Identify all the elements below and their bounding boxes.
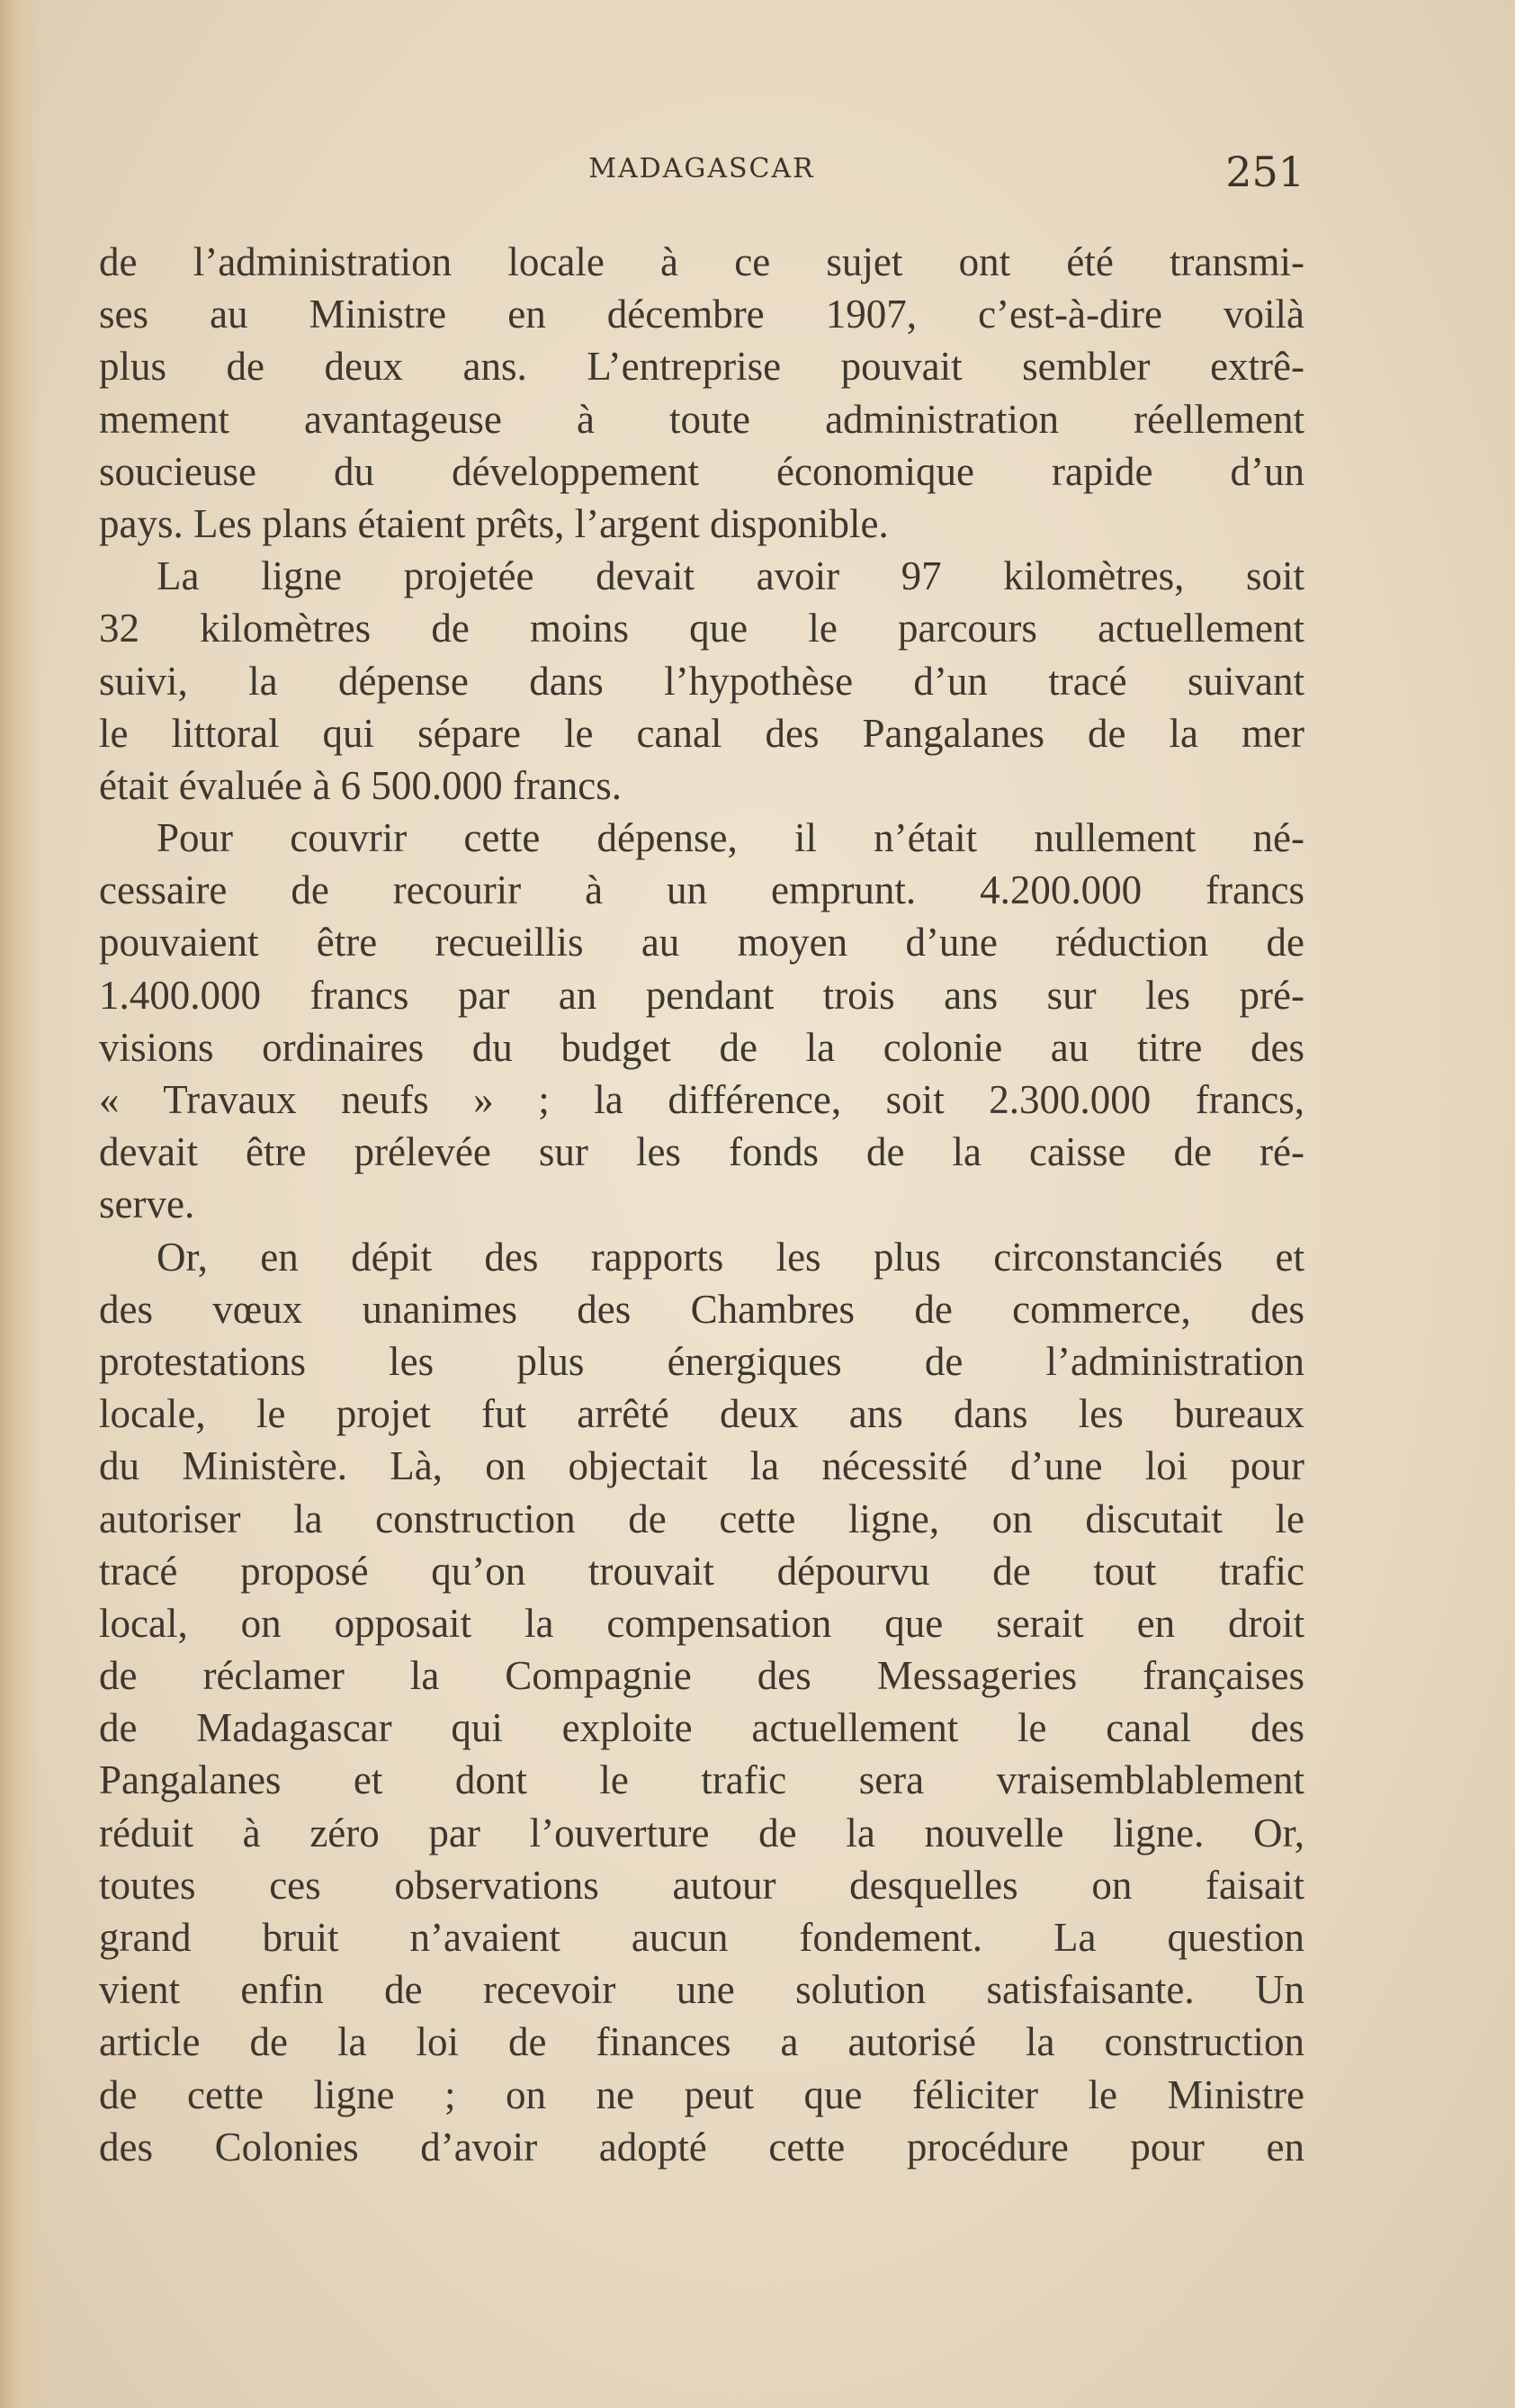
body-text	[99, 236, 1304, 2173]
text-line: protestations les plus énergiques de l’administration	[99, 1338, 1304, 1384]
text-line: devait être prélevée sur les fonds de la caisse de ré-	[99, 1129, 1304, 1175]
text-line: Pour couvrir cette dépense, il n’était nullement né-	[157, 815, 1304, 861]
text-line: article de la loi de finances a autorisé la construction	[99, 2019, 1304, 2065]
text-line: 1.400.000 francs par an pendant trois ans sur les pré-	[99, 972, 1304, 1018]
text-line: réduit à zéro par l’ouverture de la nouvelle ligne. Or,	[99, 1810, 1304, 1855]
text-line: vient enfin de recevoir une solution satisfaisante. Un	[99, 1967, 1304, 2013]
text-line: des vœux unanimes des Chambres de commerce, des	[99, 1286, 1304, 1332]
text-line: « Travaux neufs » ; la différence, soit 2.300.000 francs,	[99, 1077, 1304, 1122]
text-line: La ligne projetée devait avoir 97 kilomètres, soit	[157, 553, 1304, 599]
text-line: serve.	[99, 1182, 195, 1227]
text-line: visions ordinaires du budget de la colonie au titre des	[99, 1024, 1304, 1070]
text-line: de cette ligne ; on ne peut que féliciter le Ministre	[99, 2071, 1304, 2117]
text-line: pays. Les plans étaient prêts, l’argent disponible.	[99, 500, 889, 546]
text-line: soucieuse du développement économique rapide d’un	[99, 448, 1304, 494]
text-line: autoriser la construction de cette ligne, on discutait le	[99, 1496, 1304, 1541]
text-line: local, on opposait la compensation que serait en droit	[99, 1600, 1304, 1646]
text-line: toutes ces observations autour desquelles on faisait	[99, 1862, 1304, 1908]
running-head	[99, 148, 1304, 202]
text-line: mement avantageuse à toute administration réellement	[99, 396, 1304, 442]
text-line: grand bruit n’avaient aucun fondement. La question	[99, 1915, 1304, 1960]
text-line: ses au Ministre en décembre 1907, c’est-à-dire voilà	[99, 292, 1304, 337]
binding-edge-shadow	[0, 0, 41, 2408]
text-line: plus de deux ans. L’entreprise pouvait sembler extrê-	[99, 344, 1304, 390]
text-line: tracé proposé qu’on trouvait dépourvu de tout trafic	[99, 1548, 1304, 1594]
text-line: de réclamer la Compagnie des Messageries françaises	[99, 1653, 1304, 1699]
text-line: 32 kilomètres de moins que le parcours actuellement	[99, 606, 1304, 651]
running-title: MADAGASCAR	[588, 153, 815, 184]
text-line: des Colonies d’avoir adopté cette procédure pour en	[99, 2124, 1304, 2170]
text-line: de l’administration locale à ce sujet ont été transmi-	[99, 239, 1304, 284]
text-line: était évaluée à 6 500.000 francs.	[99, 762, 623, 808]
text-line: locale, le projet fut arrêté deux ans dans les bureaux	[99, 1391, 1304, 1437]
text-line: Pangalanes et dont le trafic sera vraisemblablement	[99, 1757, 1304, 1803]
text-line: pouvaient être recueillis au moyen d’une réduction de	[99, 920, 1304, 966]
text-line: le littoral qui sépare le canal des Pangalanes de la mer	[99, 710, 1304, 756]
page-number: 251	[1225, 148, 1304, 196]
text-line: cessaire de recourir à un emprunt. 4.200.000 francs	[99, 867, 1304, 913]
text-line: Or, en dépit des rapports les plus circonstanciés et	[157, 1234, 1304, 1280]
text-line: suivi, la dépense dans l’hypothèse d’un tracé suivant	[99, 658, 1304, 704]
text-line: du Ministère. Là, on objectait la nécessité d’une loi pour	[99, 1443, 1304, 1489]
text-line: de Madagascar qui exploite actuellement le canal des	[99, 1705, 1304, 1751]
